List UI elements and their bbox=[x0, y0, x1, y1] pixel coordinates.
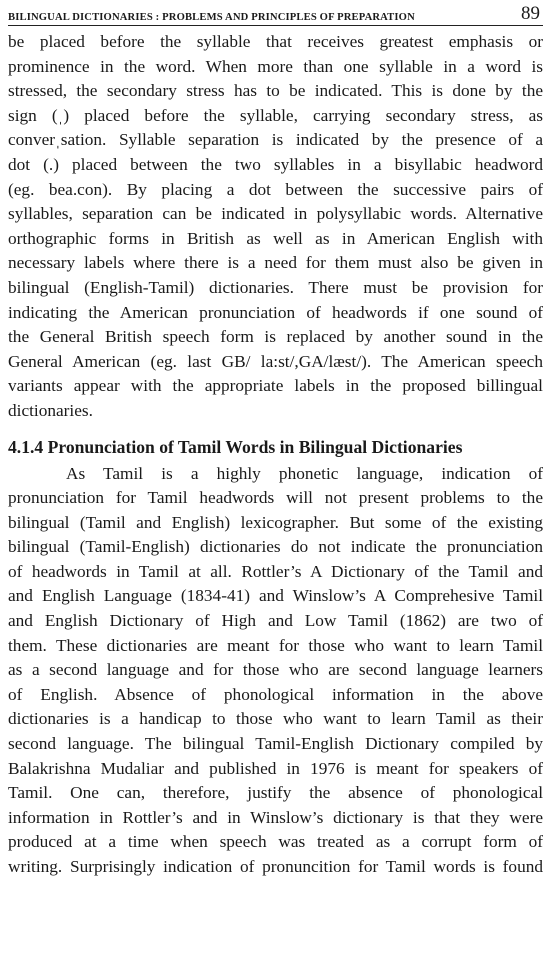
text-line: orthographic forms in British as well as in American English with bbox=[8, 228, 543, 248]
text-line: bilingual (Tamil-English) dictionaries do not indicate the pronunciation bbox=[8, 537, 543, 557]
text-line: of headwords in Tamil at all. Rottler’s A Dictionary of the Tamil and bbox=[8, 561, 543, 581]
text-line: bilingual (Tamil and English) lexicographer. But some of the existing bbox=[8, 512, 543, 532]
text-line: second language. The bilingual Tamil-English Dictionary compiled by bbox=[8, 734, 543, 754]
text-line: as a second language and for those who are second language learners bbox=[8, 660, 543, 680]
text-line: pronunciation for Tamil headwords will not present problems to the bbox=[8, 488, 543, 508]
text-line: the General British speech form is replaced by another sound in the bbox=[8, 327, 543, 347]
text-line: Tamil. One can, therefore, justify the absence of phonological bbox=[8, 783, 543, 803]
text-line: General American (eg. last GB/ la:st/,GA/læst/). The American speech bbox=[8, 351, 543, 371]
text-line: be placed before the syllable that receives greatest emphasis or bbox=[8, 32, 543, 51]
text-line-indented bbox=[8, 462, 543, 487]
body-text bbox=[8, 30, 543, 880]
text-line: necessary labels where there is a need for them must also be given in bbox=[8, 253, 543, 273]
text-line: dictionaries is a handicap to those who want to learn Tamil as their bbox=[8, 709, 543, 729]
text-line: indicating the American pronunciation of headwords if one sound of bbox=[8, 302, 543, 322]
header-title: BILINGUAL DICTIONARIES : PROBLEMS AND PRINCIPLES OF PREPARATION bbox=[8, 12, 415, 23]
text-span: As Tamil is a highly phonetic language, indication of bbox=[66, 463, 543, 483]
text-line: produced at a time when speech was treated as a corrupt form of bbox=[8, 832, 543, 852]
text-line: Balakrishna Mudaliar and published in 1976 is meant for speakers of bbox=[8, 758, 543, 778]
running-header bbox=[8, 4, 543, 26]
text-line: syllables, separation can be indicated in polysyllabic words. Alternative bbox=[8, 204, 543, 224]
text-line: and English Language (1834-41) and Winslow’s A Comprehesive Tamil bbox=[8, 586, 543, 606]
text-line: converˌsation. Syllable separation is indicated by the presence of a bbox=[8, 130, 543, 150]
text-line: variants appear with the appropriate labels in the proposed billingual bbox=[8, 376, 543, 396]
text-line: and English Dictionary of High and Low Tamil (1862) are two of bbox=[8, 611, 543, 631]
page-number: 89 bbox=[521, 3, 540, 24]
text-line: sign (ˌ) placed before the syllable, carrying secondary stress, as bbox=[8, 105, 543, 125]
text-line: stressed, the secondary stress has to be indicated. This is done by the bbox=[8, 81, 543, 101]
text-line: dot (.) placed between the two syllables in a bisyllabic headword bbox=[8, 154, 543, 174]
text-line: them. These dictionaries are meant for those who want to learn Tamil bbox=[8, 635, 543, 655]
text-line: prominence in the word. When more than one syllable in a word is bbox=[8, 56, 543, 76]
section-heading: 4.1.4 Pronunciation of Tamil Words in Bilingual Dictionaries bbox=[8, 436, 463, 457]
text-line: bilingual (English-Tamil) dictionaries. There must be provision for bbox=[8, 277, 543, 297]
text-line: dictionaries. bbox=[8, 400, 93, 420]
text-line: information in Rottler’s and in Winslow’s dictionary is that they were bbox=[8, 807, 543, 827]
text-line: (eg. bea.con). By placing a dot between the successive pairs of bbox=[8, 179, 543, 199]
text-line: of English. Absence of phonological information in the above bbox=[8, 684, 543, 704]
text-line: writing. Surprisingly indication of pronuncition for Tamil words is found bbox=[8, 857, 543, 876]
